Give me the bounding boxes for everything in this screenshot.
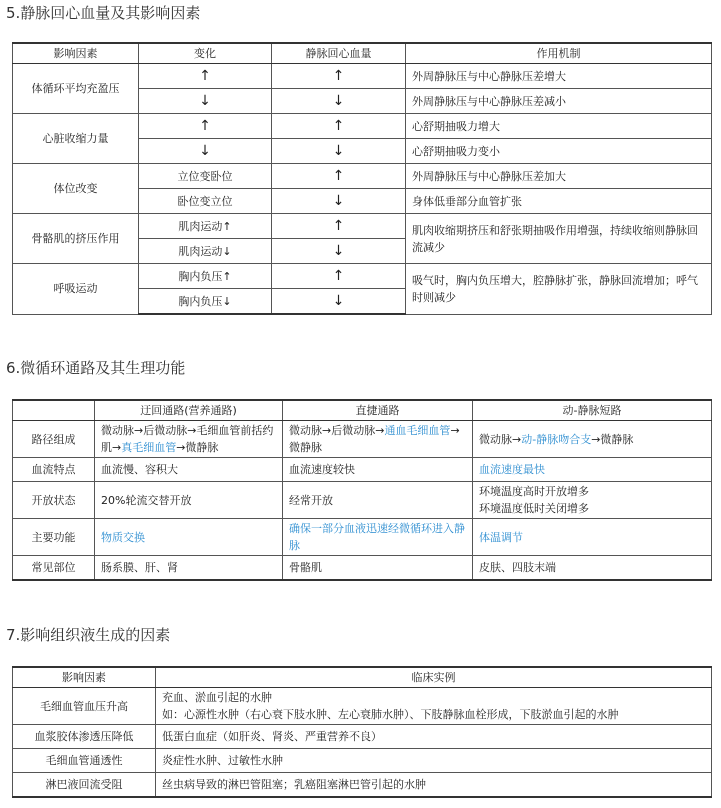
tissue-fluid-table — [12, 666, 712, 798]
header-empty — [13, 400, 95, 421]
table-row — [13, 688, 712, 725]
table-header-row — [13, 400, 712, 421]
cell: 物质交换 — [95, 519, 283, 556]
table-row — [13, 749, 712, 773]
example-cell: 炎症性水肿、过敏性水肿 — [156, 749, 712, 773]
path-text: →微静脉 — [289, 424, 460, 454]
path-text: 微动脉→后微动脉→ — [289, 424, 385, 437]
cell: 血流速度最快 — [473, 458, 712, 482]
path-text: 微动脉→后微动脉→毛细血管前括约肌→ — [101, 424, 274, 454]
path-text: →微静脉 — [591, 432, 634, 446]
header-circuitous: 迂回通路(营养通路) — [95, 400, 283, 421]
change-cell: 卧位变立位 — [139, 189, 272, 214]
path-highlight: 真毛细血管 — [121, 441, 177, 454]
cell: 骨骼肌 — [283, 556, 473, 581]
volume-cell: ↓ — [272, 89, 406, 114]
volume-cell: ↑ — [272, 114, 406, 139]
cell: 确保一部分血液迅速经微循环进入静脉 — [283, 519, 473, 556]
factor-cell: 体循环平均充盈压 — [13, 64, 139, 114]
table-row — [13, 458, 712, 482]
factor-cell: 呼吸运动 — [13, 264, 139, 315]
mechanism-cell: 心舒期抽吸力增大 — [406, 114, 712, 139]
factor-cell: 体位改变 — [13, 164, 139, 214]
header-factor: 影响因素 — [13, 667, 156, 688]
venous-return-table — [12, 42, 712, 315]
change-cell: 肌肉运动↑ — [139, 214, 272, 239]
change-cell: 胸内负压↓ — [139, 289, 272, 315]
mechanism-cell: 心舒期抽吸力变小 — [406, 139, 712, 164]
table-row — [13, 482, 712, 519]
factor-cell: 血浆胶体渗透压降低 — [13, 725, 156, 749]
table-row — [13, 519, 712, 556]
table-row — [13, 421, 712, 458]
factor-cell: 淋巴液回流受阻 — [13, 773, 156, 798]
change-cell: ↑ — [139, 114, 272, 139]
cell: 血流慢、容积大 — [95, 458, 283, 482]
header-mechanism: 作用机制 — [406, 43, 712, 64]
change-cell: 胸内负压↑ — [139, 264, 272, 289]
section6-title: 6.微循环通路及其生理功能 — [6, 359, 186, 377]
table-row — [13, 64, 712, 89]
row-label: 常见部位 — [13, 556, 95, 581]
row-label: 血流特点 — [13, 458, 95, 482]
cell: 血流速度较快 — [283, 458, 473, 482]
path-highlight: 动-静脉吻合支 — [521, 432, 592, 446]
table-row — [13, 773, 712, 798]
section5-title: 5.静脉回心血量及其影响因素 — [6, 4, 201, 22]
table-row — [13, 114, 712, 139]
cell: 皮肤、四肢末端 — [473, 556, 712, 581]
table-header-row — [13, 667, 712, 688]
change-cell: 肌肉运动↓ — [139, 239, 272, 264]
mechanism-cell: 吸气时，胸内负压增大，腔静脉扩张，静脉回流增加；呼气时则减少 — [406, 264, 712, 315]
cell-line: 环境温度低时关闭增多 — [479, 502, 589, 515]
row-label: 路径组成 — [13, 421, 95, 458]
header-volume: 静脉回心血量 — [272, 43, 406, 64]
factor-cell: 毛细血管通透性 — [13, 749, 156, 773]
path-text: →微静脉 — [176, 441, 219, 454]
mechanism-cell: 外周静脉压与中心静脉压差增大 — [406, 64, 712, 89]
table-row — [13, 164, 712, 189]
change-cell: ↑ — [139, 64, 272, 89]
path-text: 微动脉→ — [479, 432, 522, 446]
table-row — [13, 556, 712, 581]
volume-cell: ↑ — [272, 164, 406, 189]
header-shunt: 动-静脉短路 — [473, 400, 712, 421]
volume-cell: ↓ — [272, 139, 406, 164]
cell — [473, 482, 712, 519]
mechanism-cell: 身体低垂部分血管扩张 — [406, 189, 712, 214]
path-cell — [473, 421, 712, 458]
volume-cell: ↑ — [272, 264, 406, 289]
table-row — [13, 214, 712, 239]
factor-cell: 骨骼肌的挤压作用 — [13, 214, 139, 264]
change-cell: ↓ — [139, 89, 272, 114]
header-direct: 直捷通路 — [283, 400, 473, 421]
table-row — [13, 264, 712, 289]
row-label: 开放状态 — [13, 482, 95, 519]
example-cell: 丝虫病导致的淋巴管阻塞；乳癌阻塞淋巴管引起的水肿 — [156, 773, 712, 798]
volume-cell: ↑ — [272, 64, 406, 89]
table-row — [13, 725, 712, 749]
factor-cell: 毛细血管血压升高 — [13, 688, 156, 725]
row-label: 主要功能 — [13, 519, 95, 556]
example-cell: 低蛋白血症（如肝炎、肾炎、严重营养不良） — [156, 725, 712, 749]
microcirculation-table — [12, 399, 712, 581]
volume-cell: ↓ — [272, 239, 406, 264]
volume-cell: ↓ — [272, 189, 406, 214]
cell: 经常开放 — [283, 482, 473, 519]
path-highlight: 通血毛细血管 — [384, 424, 451, 437]
volume-cell: ↑ — [272, 214, 406, 239]
change-cell: 立位变卧位 — [139, 164, 272, 189]
factor-cell: 心脏收缩力量 — [13, 114, 139, 164]
example-line: 充血、淤血引起的水肿 — [162, 691, 272, 704]
header-factor: 影响因素 — [13, 43, 139, 64]
cell: 体温调节 — [473, 519, 712, 556]
section7-title: 7.影响组织液生成的因素 — [6, 626, 171, 644]
path-cell — [95, 421, 283, 458]
example-cell — [156, 688, 712, 725]
cell-line: 环境温度高时开放增多 — [479, 485, 589, 498]
header-example: 临床实例 — [156, 667, 712, 688]
header-change: 变化 — [139, 43, 272, 64]
cell: 肠系膜、肝、肾 — [95, 556, 283, 581]
example-line: 如：心源性水肿（右心衰下肢水肿、左心衰肺水肿）、下肢静脉血栓形成，下肢淤血引起的水肿 — [162, 708, 619, 721]
mechanism-cell: 外周静脉压与中心静脉压差减小 — [406, 89, 712, 114]
mechanism-cell: 肌肉收缩期挤压和舒张期抽吸作用增强，持续收缩则静脉回流减少 — [406, 214, 712, 264]
volume-cell: ↓ — [272, 289, 406, 315]
path-cell — [283, 421, 473, 458]
cell: 20%轮流交替开放 — [95, 482, 283, 519]
mechanism-cell: 外周静脉压与中心静脉压差加大 — [406, 164, 712, 189]
table-header-row — [13, 43, 712, 64]
change-cell: ↓ — [139, 139, 272, 164]
